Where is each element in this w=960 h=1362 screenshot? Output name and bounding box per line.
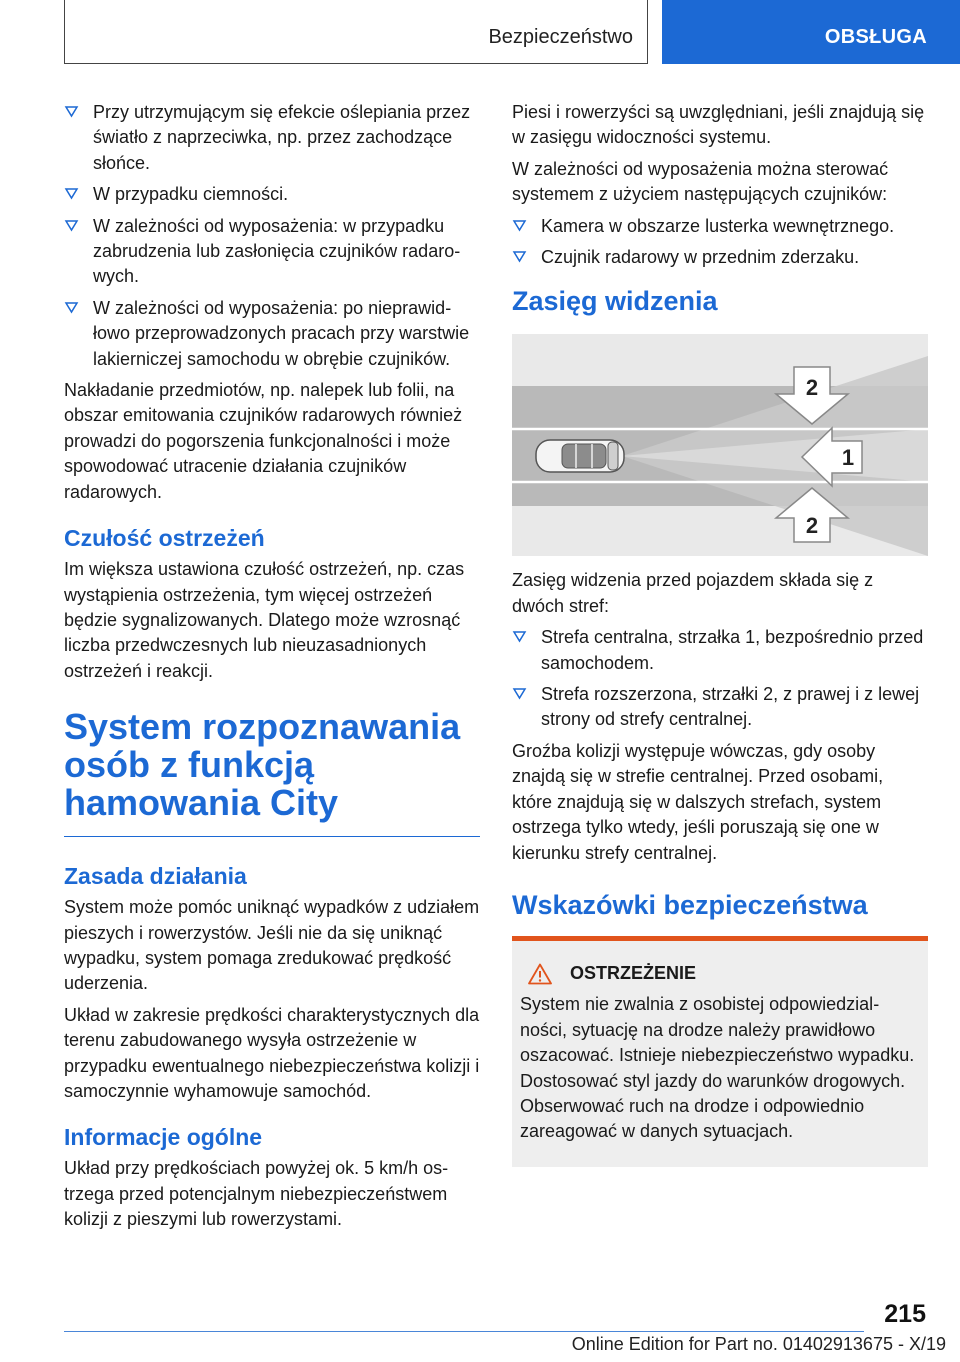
paragraph-sensors-intro: W zależności od wyposażenia można sterować systemem z użyciem następujących czujników:	[512, 158, 889, 205]
list-item	[512, 245, 928, 270]
heading-safety-notes: Wskazówki bezpieczeństwa	[512, 889, 868, 920]
header-section-box	[64, 0, 648, 64]
sensors-list	[512, 214, 928, 271]
left-column	[64, 100, 480, 1239]
triangle-bullet-icon	[64, 300, 79, 315]
list-item-text: Przy utrzymującym się efekcie oślepiania przez światło z naprzeciwka, np. przez zachodzące słońce.	[93, 102, 471, 173]
detection-range-illustration	[512, 334, 928, 556]
paragraph-sensitivity: Im większa ustawiona czułość ostrzeżeń, np. czas wystąpienia ostrzeżenia, tym więcej ostrzeżeń będzie sygnalizowanych. Dlatego może wzrosnąć liczba przedwczesnych lub nieuzasadnionych ostrzeżeń i reakcji.	[64, 559, 465, 681]
paragraph-principle-1: System może pomóc uniknąć wypadków z udziałem pieszych i rowerzystów. Jeśli nie da się uniknąć wypadku, system pomaga zredukować prędkość uderzenia.	[64, 897, 480, 994]
warning-title	[520, 961, 920, 986]
heading-warning-sensitivity: Czułość ostrzeżeń	[64, 525, 265, 552]
warning-box	[512, 936, 928, 1167]
list-item-text: Kamera w obszarze lusterka wewnętrznego.	[541, 215, 895, 236]
heading-general-info: Informacje ogólne	[64, 1124, 263, 1151]
warning-text: System nie zwalnia z osobistej odpowiedzialności, sytuację na drodze należy prawidłowo oszacować. Istnieje niebezpieczeństwo wypadku. Dostosować styl jazdy do warunków drogowych. Obserwować ruch na drodze i odpowiednio zareagować w danych sytuacjach.	[520, 994, 915, 1142]
list-item-text: W zależności od wyposażenia: w przypadku zabrudzenia lub zasłonięcia czujników radarowych.	[93, 215, 461, 287]
header-section-title: Bezpieczeństwo	[488, 26, 633, 48]
heading-detection-range: Zasięg widzenia	[512, 286, 718, 317]
list-item	[64, 182, 480, 207]
triangle-bullet-icon	[512, 629, 527, 644]
paragraph-stickers: Nakładanie przedmiotów, np. nalepek lub folii, na obszar emitowania czujników radarowych również prowadzi do pogorszenia funkcjonalności i może spowodować utracenie działania czujników radarowych.	[64, 380, 463, 502]
right-column	[512, 100, 928, 1167]
footer-edition[interactable]: Online Edition for Part no. 01402913675 - X/19	[571, 1334, 946, 1354]
car-icon	[536, 440, 624, 472]
paragraph-pedestrians: Piesi i rowerzyści są uwzględniani, jeśli znajdują się w zasięgu widoczności systemu.	[512, 102, 925, 148]
list-item	[512, 625, 928, 676]
arrow-1-label: 1	[841, 445, 855, 471]
list-item-text: W przypadku ciemności.	[93, 184, 289, 205]
footer-divider	[64, 1331, 864, 1332]
triangle-bullet-icon	[512, 218, 527, 233]
heading-person-recognition-system: System rozpoznawania osób z funkcją hamowania City	[64, 708, 480, 837]
zones-list	[512, 625, 928, 733]
triangle-bullet-icon	[64, 186, 79, 201]
header-chapter-tab[interactable]	[662, 0, 960, 64]
arrow-2-top-label: 2	[805, 375, 819, 401]
list-item-text: Strefa centralna, strzałka 1, bezpośrednio przed samochodem.	[541, 627, 924, 673]
list-item	[64, 214, 480, 290]
list-item-text: Strefa rozszerzona, strzałki 2, z prawej i z lewej strony od strefy centralnej.	[541, 684, 920, 730]
detection-range-diagram	[512, 334, 928, 556]
list-item-text: Czujnik radarowy w przednim zderzaku.	[541, 247, 860, 268]
paragraph-range-intro: Zasięg widzenia przed pojazdem składa się z dwóch stref:	[512, 570, 874, 616]
page-number: 215	[884, 1300, 926, 1328]
header-chapter-label: OBSŁUGA	[824, 26, 927, 48]
page-header	[0, 0, 960, 66]
heading-principle: Zasada działania	[64, 863, 247, 890]
triangle-bullet-icon	[512, 249, 527, 264]
conditions-list	[64, 100, 480, 372]
warning-triangle-icon	[528, 963, 552, 985]
warning-title-text: OSTRZEŻENIE	[570, 962, 697, 983]
list-item-text: W zależności od wyposażenia: po nieprawidłowo przeprowadzonych pracach przy warstwie lakierniczej samochodu w obrębie czujników.	[93, 297, 470, 369]
triangle-bullet-icon	[64, 218, 79, 233]
list-item	[64, 296, 480, 372]
triangle-bullet-icon	[64, 104, 79, 119]
paragraph-collision-risk: Groźba kolizji występuje wówczas, gdy osoby znajdą się w strefie centralnej. Przed osobami, które znajdują się w dalszych strefach, system ostrzega tylko wtedy, jeśli poruszają się one w kierunku strefy centralnej.	[512, 740, 884, 863]
list-item	[512, 682, 928, 733]
list-item	[512, 214, 928, 239]
triangle-bullet-icon	[512, 686, 527, 701]
paragraph-principle-2: Układ w zakresie prędkości charakterystycznych dla terenu zabudowanego wysyła ostrzeżenie w przypadku ewentualnego niebezpieczeństwa kolizji i samoczynnie wyhamowuje samochód.	[64, 1004, 480, 1101]
arrow-2-bottom-label: 2	[805, 513, 819, 539]
list-item	[64, 100, 480, 176]
paragraph-general-info: Układ przy prędkościach powyżej ok. 5 km/h ostrzega przed potencjalnym niebezpieczeństwem kolizji z pieszymi lub rowerzystami.	[64, 1158, 449, 1230]
